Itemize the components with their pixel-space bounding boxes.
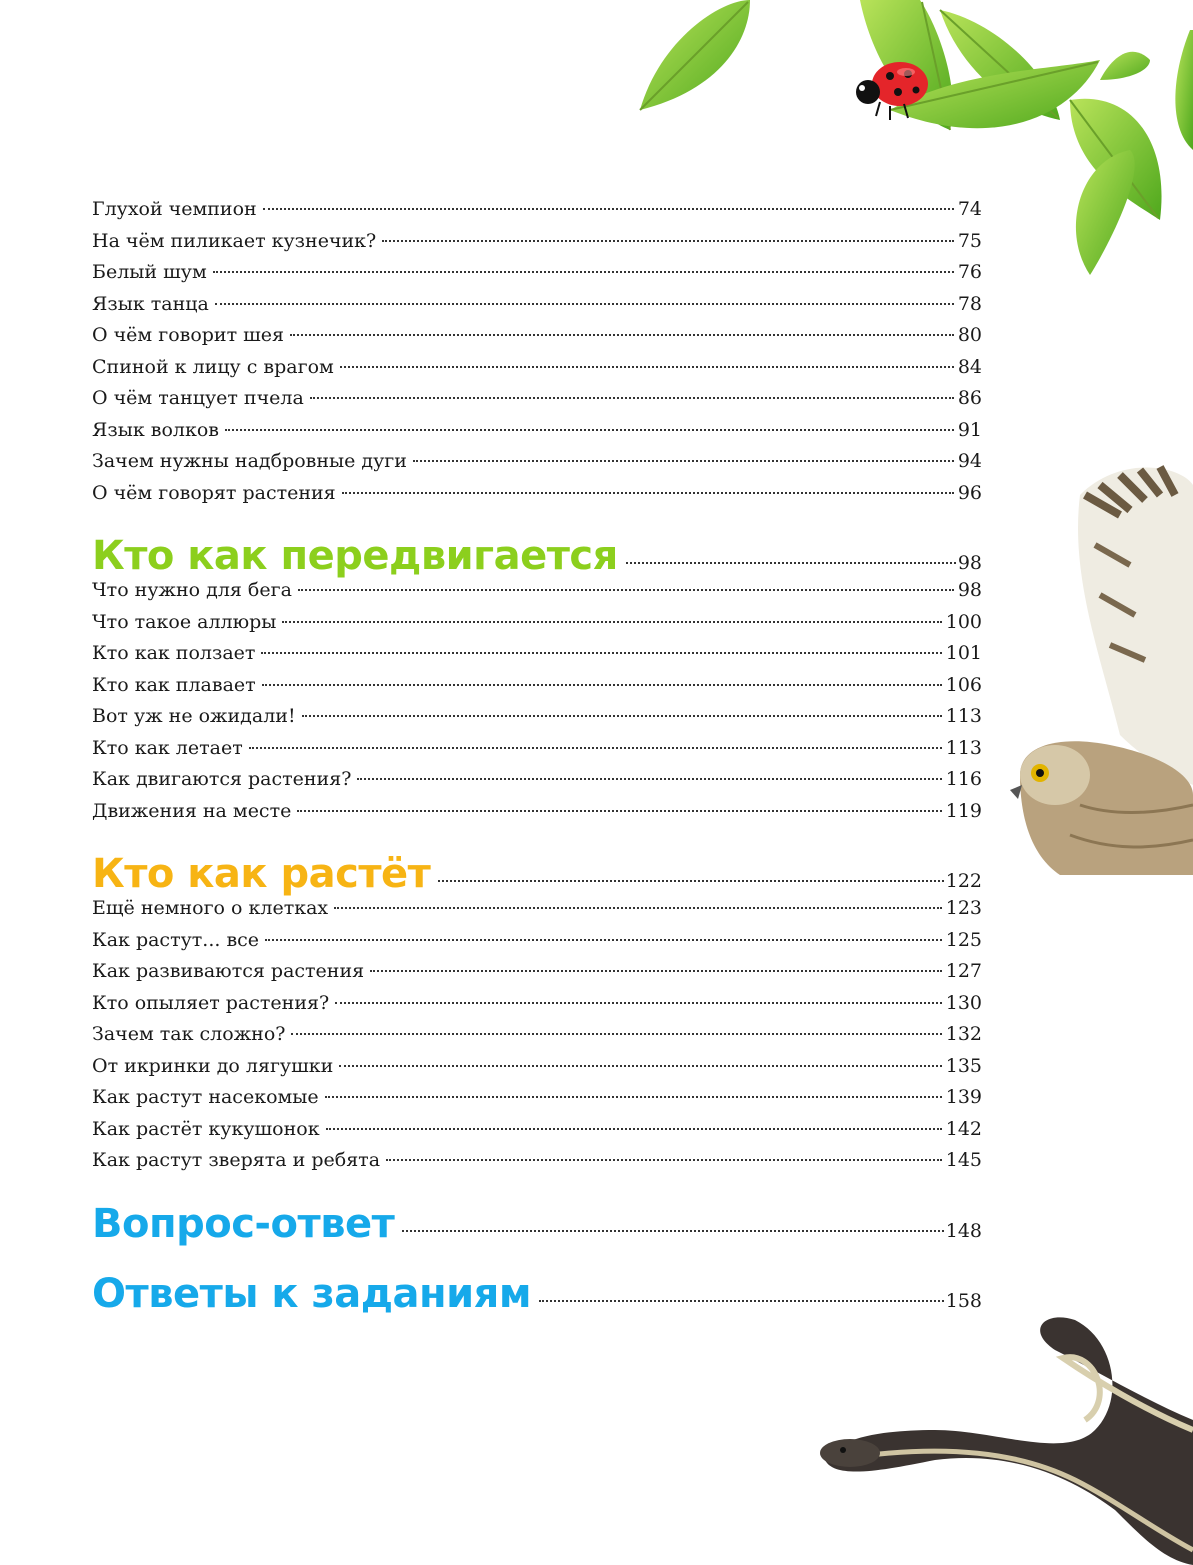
toc-entry[interactable] — [92, 257, 982, 289]
toc-entry-page: 84 — [957, 355, 982, 378]
toc-entry-title: Ещё немного о клетках — [92, 897, 329, 919]
toc-entry-page: 127 — [945, 960, 982, 982]
toc-entry-page: 80 — [957, 324, 982, 346]
toc-entry-title: Как двигаются растения? — [92, 768, 352, 790]
toc-entry-page: 135 — [945, 1054, 982, 1077]
table-of-contents — [92, 194, 982, 1327]
leader-dots — [342, 492, 954, 494]
section-title-answers: Ответы к заданиям — [92, 1270, 532, 1317]
leader-dots — [215, 303, 954, 305]
toc-entry-page: 119 — [945, 799, 982, 822]
toc-entry-title: Кто опыляет растения? — [92, 991, 330, 1014]
toc-entry-title: Что нужно для бега — [92, 579, 292, 601]
leader-dots — [357, 778, 941, 780]
leader-dots — [290, 334, 954, 336]
toc-entry-title: Глухой чемпион — [92, 198, 257, 220]
toc-entry[interactable] — [92, 956, 982, 988]
toc-entry-page: 123 — [945, 897, 982, 919]
snake-icon — [815, 1310, 1193, 1565]
toc-entry-page: 100 — [945, 610, 982, 633]
toc-entry-page: 74 — [957, 198, 982, 220]
leader-dots — [626, 562, 956, 564]
leader-dots — [438, 880, 943, 882]
toc-entry-title: Спиной к лицу с врагом — [92, 355, 334, 378]
toc-entry-page: 78 — [957, 292, 982, 315]
toc-entry-title: Язык волков — [92, 418, 219, 441]
toc-entry-page: 145 — [945, 1149, 982, 1171]
leader-dots — [310, 397, 954, 399]
leader-dots — [339, 1065, 941, 1067]
leader-dots — [402, 1230, 943, 1232]
section-page-growth: 122 — [945, 870, 982, 892]
toc-entry[interactable] — [92, 1051, 982, 1083]
section-page-answers: 158 — [945, 1289, 982, 1312]
toc-entry[interactable] — [92, 194, 982, 226]
toc-entry[interactable] — [92, 383, 982, 415]
toc-entry-page: 125 — [945, 928, 982, 951]
toc-entry[interactable] — [92, 1019, 982, 1051]
toc-entry[interactable] — [92, 289, 982, 321]
leader-dots — [386, 1159, 942, 1161]
toc-entry[interactable] — [92, 446, 982, 478]
toc-entry-page: 86 — [957, 387, 982, 409]
toc-entry[interactable] — [92, 733, 982, 765]
toc-entry[interactable] — [92, 226, 982, 258]
toc-section-qa[interactable] — [92, 1201, 982, 1257]
toc-entry-title: Кто как ползает — [92, 642, 256, 664]
toc-entry-title: Зачем нужны надбровные дуги — [92, 450, 407, 472]
leader-dots — [263, 208, 954, 210]
section-title-qa: Вопрос-ответ — [92, 1200, 395, 1247]
toc-entry[interactable] — [92, 575, 982, 607]
toc-entry-page: 94 — [957, 450, 982, 472]
section-title-movement: Кто как передвигается — [92, 533, 618, 579]
leader-dots — [335, 1002, 942, 1004]
toc-entry-page: 101 — [945, 642, 982, 664]
toc-entry[interactable] — [92, 1082, 982, 1114]
toc-entry-title: Как развиваются растения — [92, 960, 365, 982]
leader-dots — [539, 1300, 944, 1302]
toc-entry-page: 130 — [945, 991, 982, 1014]
toc-entry-title: Движения на месте — [92, 799, 292, 822]
toc-entry-page: 132 — [945, 1023, 982, 1045]
leader-dots — [265, 939, 942, 941]
toc-entry[interactable] — [92, 988, 982, 1020]
toc-entry-title: Как растут... все — [92, 928, 260, 951]
toc-entry-title: От икринки до лягушки — [92, 1054, 334, 1077]
toc-entry-title: О чём танцует пчела — [92, 387, 304, 409]
toc-entry[interactable] — [92, 893, 982, 925]
toc-entry-title: На чём пиликает кузнечик? — [92, 229, 377, 252]
ladybug-icon — [850, 52, 932, 122]
leader-dots — [297, 810, 941, 812]
toc-entry[interactable] — [92, 320, 982, 352]
toc-entry-title: Вот уж не ожидали! — [92, 705, 296, 727]
toc-entry[interactable] — [92, 478, 982, 510]
leader-dots — [302, 715, 942, 717]
leader-dots — [291, 1033, 941, 1035]
toc-entry-page: 76 — [957, 261, 982, 283]
leader-dots — [249, 747, 942, 749]
section-page-movement: 98 — [957, 552, 982, 574]
leader-dots — [262, 684, 942, 686]
toc-entry-title: О чём говорят растения — [92, 481, 336, 504]
toc-entry-title: Как растут насекомые — [92, 1086, 319, 1108]
toc-entry-page: 98 — [957, 579, 982, 601]
leader-dots — [382, 240, 954, 242]
toc-entry-title: Как растёт кукушонок — [92, 1117, 320, 1140]
toc-entry-title: Что такое аллюры — [92, 610, 277, 633]
leader-dots — [261, 652, 941, 654]
toc-entry[interactable] — [92, 670, 982, 702]
toc-entry-page: 75 — [957, 229, 982, 252]
toc-entry-title: Зачем так сложно? — [92, 1023, 286, 1045]
leader-dots — [370, 970, 942, 972]
toc-entry[interactable] — [92, 638, 982, 670]
toc-entry-page: 106 — [945, 673, 982, 696]
leader-dots — [326, 1128, 942, 1130]
toc-entry-title: О чём говорит шея — [92, 324, 285, 346]
toc-entry-title: Кто как плавает — [92, 673, 256, 696]
toc-entry-page: 113 — [945, 736, 982, 759]
section-title-growth: Кто как растёт — [92, 851, 431, 897]
toc-entry-page: 113 — [945, 705, 982, 727]
toc-entry[interactable] — [92, 1145, 982, 1177]
leader-dots — [413, 460, 954, 462]
toc-entry[interactable] — [92, 607, 982, 639]
toc-entry-title: Белый шум — [92, 261, 207, 283]
toc-entry-title: Язык танца — [92, 292, 209, 315]
leader-dots — [325, 1096, 942, 1098]
toc-section-answers[interactable] — [92, 1271, 982, 1327]
toc-entry-page: 96 — [957, 481, 982, 504]
toc-entry[interactable] — [92, 764, 982, 796]
leader-dots — [282, 621, 941, 623]
leader-dots — [298, 589, 954, 591]
toc-entry[interactable] — [92, 1114, 982, 1146]
toc-entry-page: 91 — [957, 418, 982, 441]
section-page-qa: 148 — [945, 1219, 982, 1242]
toc-entry[interactable] — [92, 415, 982, 447]
toc-entry[interactable] — [92, 925, 982, 957]
toc-entry-title: Как растут зверята и ребята — [92, 1149, 381, 1171]
leader-dots — [213, 271, 954, 273]
toc-entry[interactable] — [92, 352, 982, 384]
leader-dots — [334, 907, 942, 909]
toc-entry-title: Кто как летает — [92, 736, 243, 759]
toc-entry-page: 142 — [945, 1117, 982, 1140]
toc-entry-page: 139 — [945, 1086, 982, 1108]
owl-icon — [1000, 455, 1193, 875]
toc-entry-page: 116 — [945, 768, 982, 790]
leader-dots — [340, 366, 954, 368]
leader-dots — [225, 429, 954, 431]
toc-entry[interactable] — [92, 796, 982, 828]
toc-entry[interactable] — [92, 701, 982, 733]
